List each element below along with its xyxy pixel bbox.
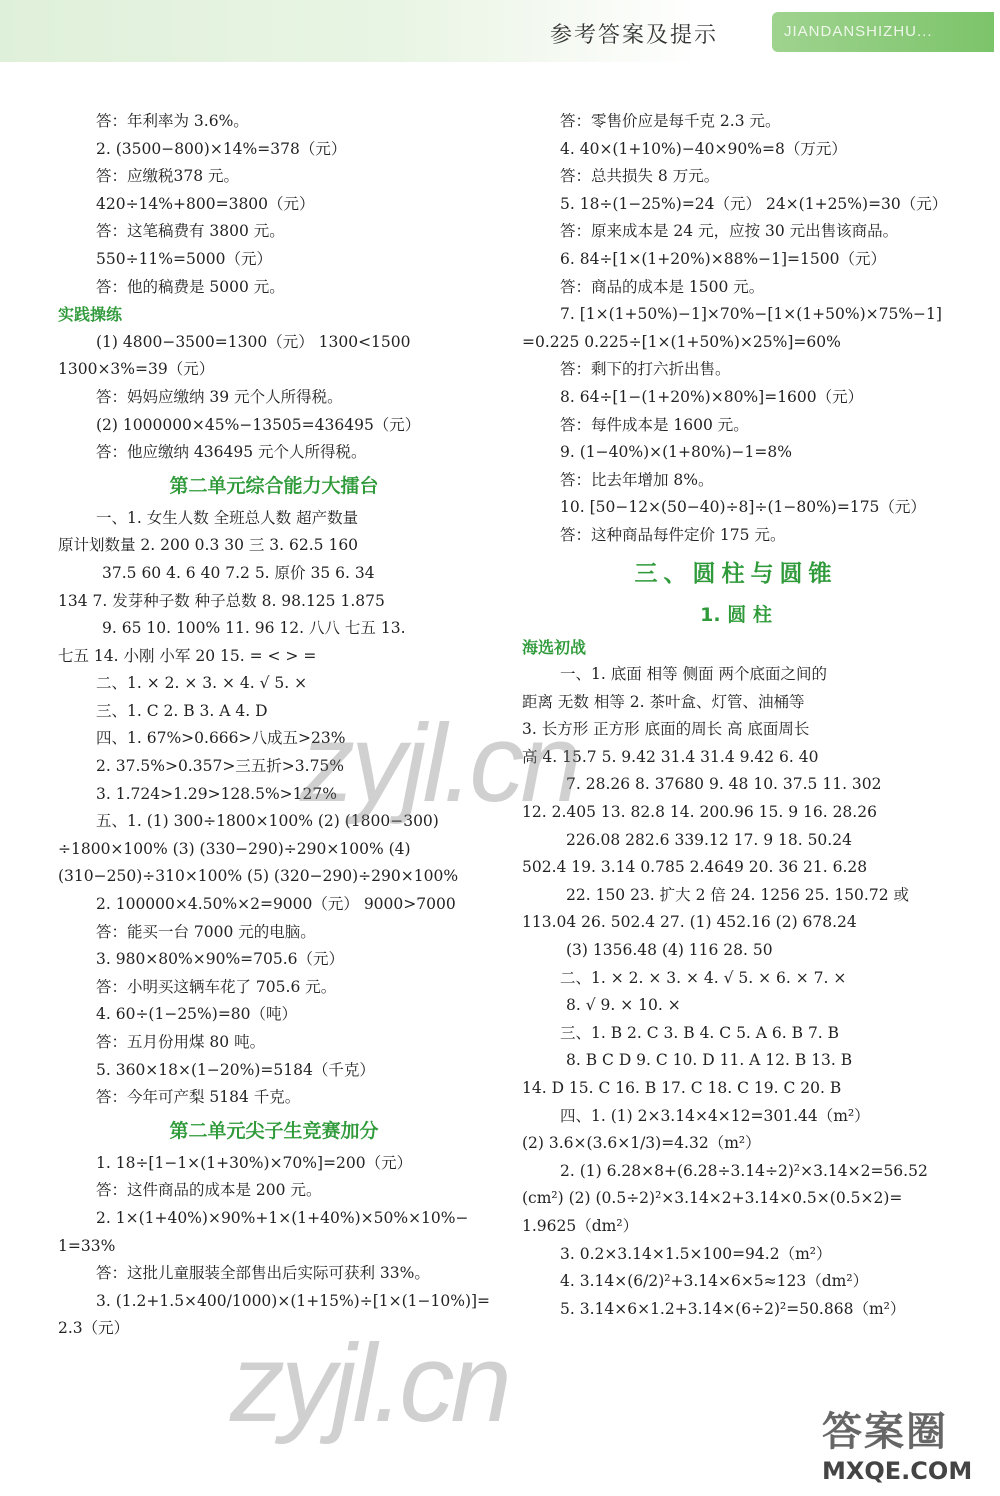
answer-line: 一、1. 女生人数 全班总人数 超产数量 bbox=[96, 508, 359, 527]
answer-line: 四、1. (1) 2×3.14×4×12=301.44（m²） bbox=[560, 1106, 870, 1125]
answer-line: 2. 37.5%>0.357>三五折>3.75% bbox=[96, 757, 345, 776]
answer-line: 3. (1.2+1.5×400/1000)×(1+15%)÷[1×(1−10%)]= bbox=[96, 1291, 491, 1310]
answer-line: 2. (1) 6.28×8+(6.28÷3.14÷2)²×3.14×2=56.52 bbox=[560, 1161, 928, 1180]
answer-line: 五、1. (1) 300÷1800×100% (2) (1800−300) bbox=[96, 812, 439, 831]
site-logo bbox=[822, 1400, 992, 1492]
answer-line: 答：商品的成本是 1500 元。 bbox=[560, 277, 765, 296]
answer-line: 二、1. × 2. × 3. × 4. √ 5. × bbox=[96, 674, 308, 693]
answer-line: 七五 14. 小刚 小军 20 15. = < > = bbox=[58, 646, 317, 665]
answer-line: 答：应缴税378 元。 bbox=[96, 167, 240, 186]
section-heading: 第二单元综合能力大擂台 bbox=[169, 474, 379, 497]
answer-line: 三、1. B 2. C 3. B 4. C 5. A 6. B 7. B bbox=[560, 1023, 840, 1042]
answer-line: 10. [50−12×(50−40)÷8]÷(1−80%)=175（元） bbox=[560, 498, 926, 517]
right-column bbox=[522, 108, 950, 1323]
answer-line: (310−250)÷310×100% (5) (320−290)÷290×100% bbox=[58, 867, 459, 886]
answer-line: 5. 360×18×(1−20%)=5184（千克） bbox=[96, 1060, 375, 1079]
answer-line: 9. (1−40%)×(1+80%)−1=8% bbox=[560, 443, 792, 462]
answer-line: 答：这批儿童服装全部售出后实际可获利 33%。 bbox=[96, 1264, 430, 1283]
answer-line: 8. √ 9. × 10. × bbox=[566, 996, 681, 1015]
header-tab: JIANDANSHIZHU... bbox=[772, 12, 994, 52]
answer-line: 答：原来成本是 24 元，应按 30 元出售该商品。 bbox=[560, 222, 899, 241]
answer-line: 答：这件商品的成本是 200 元。 bbox=[96, 1181, 322, 1200]
answer-line: 答：他应缴纳 436495 元个人所得税。 bbox=[96, 443, 367, 462]
answer-line: 高 4. 15.7 5. 9.42 31.4 31.4 9.42 6. 40 bbox=[522, 747, 819, 766]
answer-line: (2) 3.6×(3.6×1/3)=4.32（m²） bbox=[522, 1134, 761, 1153]
answer-line: 5. 18÷(1−25%)=24（元） 24×(1+25%)=30（元） bbox=[560, 194, 948, 213]
answer-line: 原计划数量 2. 200 0.3 30 三 3. 62.5 160 bbox=[58, 536, 359, 555]
answer-line: 答：剩下的打六折出售。 bbox=[560, 360, 731, 379]
answer-line: 8. B C D 9. C 10. D 11. A 12. B 13. B bbox=[566, 1051, 853, 1070]
answer-line: 3. 980×80%×90%=705.6（元） bbox=[96, 950, 345, 969]
answer-line: 3. 0.2×3.14×1.5×100=94.2（m²） bbox=[560, 1244, 832, 1263]
answer-line: 4. 3.14×(6/2)²+3.14×6×5≈123（dm²） bbox=[560, 1272, 869, 1291]
answer-line: 22. 150 23. 扩大 2 倍 24. 1256 25. 150.72 或 bbox=[566, 885, 909, 904]
answer-line: 答：年利率为 3.6%。 bbox=[96, 112, 249, 130]
answer-line: 距离 无数 相等 2. 茶叶盒、灯管、油桶等 bbox=[522, 692, 805, 711]
answer-line: 二、1. × 2. × 3. × 4. √ 5. × 6. × 7. × bbox=[560, 968, 847, 987]
answer-line: 四、1. 67%>0.666>八成五>23% bbox=[96, 729, 346, 748]
answer-line: 2.3（元） bbox=[58, 1319, 130, 1338]
watermark: zyjl.cn bbox=[230, 1322, 508, 1445]
answer-line: 8. 64÷[1−(1+20%)×80%]=1600（元） bbox=[560, 387, 864, 406]
answer-line: 答：每件成本是 1600 元。 bbox=[560, 415, 749, 434]
answer-line: 答：他的稿费是 5000 元。 bbox=[96, 277, 285, 296]
answer-line: 1300×3%=39（元） bbox=[58, 360, 215, 379]
answer-line: 1=33% bbox=[58, 1236, 116, 1255]
answer-line: 1. 18÷[1−1×(1+30%)×70%]=200（元） bbox=[96, 1153, 413, 1172]
answer-line: 37.5 60 4. 6 40 7.2 5. 原价 35 6. 34 bbox=[102, 563, 375, 582]
answer-line: 答：零售价应是每千克 2.3 元。 bbox=[560, 112, 781, 130]
logo-text: 答案圈 bbox=[822, 1409, 948, 1455]
answer-line: 答：妈妈应缴纳 39 元个人所得税。 bbox=[96, 387, 343, 406]
section-heading: 第二单元尖子生竞赛加分 bbox=[169, 1119, 379, 1142]
answer-line: 三、1. C 2. B 3. A 4. D bbox=[96, 701, 268, 720]
answer-line: 4. 40×(1+10%)−40×90%=8（万元） bbox=[560, 139, 847, 158]
answer-line: 3. 1.724>1.29>128.5%>127% bbox=[96, 784, 337, 803]
answer-line: 12. 2.405 13. 82.8 14. 200.96 15. 9 16. 28.26 bbox=[522, 803, 877, 822]
answer-line: 2. (3500−800)×14%=378（元） bbox=[96, 139, 347, 158]
answer-line: (2) 1000000×45%−13505=436495（元） bbox=[96, 415, 421, 434]
answer-line: 3. 长方形 正方形 底面的周长 高 底面周长 bbox=[522, 720, 810, 739]
answer-line: 2. 100000×4.50%×2=9000（元） 9000>7000 bbox=[96, 895, 456, 914]
answer-line: 113.04 26. 502.4 27. (1) 452.16 (2) 678.24 bbox=[522, 913, 857, 932]
page-header bbox=[0, 0, 1000, 62]
answer-line: (1) 4800−3500=1300（元） 1300<1500 bbox=[96, 332, 411, 351]
answer-line: 5. 3.14×6×1.2+3.14×(6÷2)²=50.868（m²） bbox=[560, 1299, 906, 1318]
answer-line: 答：这种商品每件定价 175 元。 bbox=[560, 525, 786, 544]
answer-line: 420÷14%+800=3800（元） bbox=[96, 194, 315, 213]
answer-line: 4. 60÷(1−25%)=80（吨） bbox=[96, 1005, 298, 1024]
answer-line: 答：五月份用煤 80 吨。 bbox=[96, 1033, 266, 1051]
answer-line: 134 7. 发芽种子数 种子总数 8. 98.125 1.875 bbox=[58, 591, 385, 610]
answer-line: 答：这笔稿费有 3800 元。 bbox=[96, 222, 285, 241]
section-heading: 1. 圆 柱 bbox=[700, 603, 772, 626]
answer-line: 7. [1×(1+50%)−1]×70%−[1×(1+50%)×75%−1] bbox=[560, 305, 942, 324]
answer-line: 1.9625（dm²） bbox=[522, 1216, 639, 1235]
answer-line: 226.08 282.6 339.12 17. 9 18. 50.24 bbox=[566, 830, 852, 849]
answer-line: =0.225 0.225÷[1×(1+50%)×25%]=60% bbox=[522, 332, 841, 351]
answer-line: (3) 1356.48 (4) 116 28. 50 bbox=[566, 941, 773, 960]
answer-line: 答：总共损失 8 万元。 bbox=[560, 167, 720, 186]
subsection-label: 海选初战 bbox=[522, 637, 587, 657]
answer-line: 答：今年可产梨 5184 千克。 bbox=[96, 1088, 301, 1107]
answer-line: 一、1. 底面 相等 侧面 两个底面之间的 bbox=[560, 665, 827, 684]
section-heading: 三、圆柱与圆锥 bbox=[634, 560, 838, 587]
answer-line: 答：小明买这辆车花了 705.6 元。 bbox=[96, 977, 337, 996]
answer-line: ÷1800×100% (3) (330−290)÷290×100% (4) bbox=[58, 839, 411, 858]
answer-line: 7. 28.26 8. 37680 9. 48 10. 37.5 11. 302 bbox=[566, 775, 882, 794]
answer-line: 14. D 15. C 16. B 17. C 18. C 19. C 20. B bbox=[522, 1079, 842, 1097]
logo-domain: MXQE.COM bbox=[822, 1457, 973, 1485]
answer-line: 9. 65 10. 100% 11. 96 12. 八八 七五 13. bbox=[102, 619, 406, 638]
answer-line: 502.4 19. 3.14 0.785 2.4649 20. 36 21. 6.28 bbox=[522, 858, 868, 877]
answer-line: 550÷11%=5000（元） bbox=[96, 249, 272, 268]
answer-line: (cm²) (2) (0.5÷2)²×3.14×2+3.14×0.5×(0.5×2)= bbox=[522, 1189, 903, 1208]
watermark: zyjl.cn bbox=[300, 702, 578, 825]
answer-line: 6. 84÷[1×(1+20%)×88%−1]=1500（元） bbox=[560, 249, 886, 268]
answer-line: 2. 1×(1+40%)×90%+1×(1+40%)×50%×10%− bbox=[96, 1208, 469, 1227]
header-title: 参考答案及提示 bbox=[550, 23, 719, 48]
answer-line: 答：比去年增加 8%。 bbox=[560, 470, 714, 489]
subsection-label: 实践操练 bbox=[58, 305, 123, 325]
answer-line: 答：能买一台 7000 元的电脑。 bbox=[96, 922, 316, 941]
